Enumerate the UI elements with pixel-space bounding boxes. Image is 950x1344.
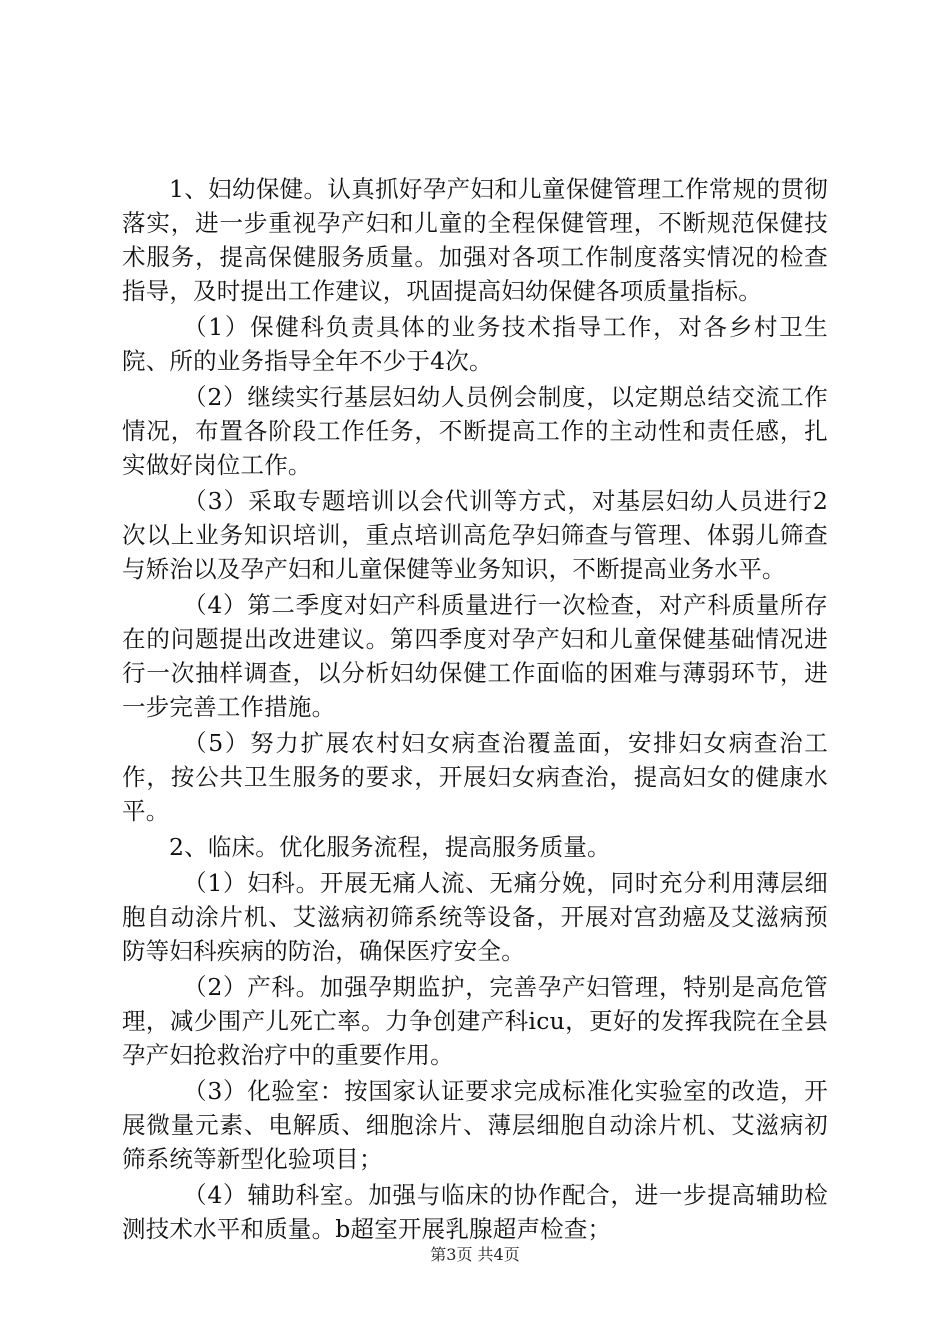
paragraph-item-2: （2）继续实行基层妇幼人员例会制度，以定期总结交流工作情况，布置各阶段工作任务，不断提高工作的主动性和责任感，扎实做好岗位工作。 (122, 383, 828, 479)
paragraph-item-5: （5）努力扩展农村妇女病查治覆盖面，安排妇女病查治工作，按公共卫生服务的要求，开展妇女病查治，提高妇女的健康水平。 (122, 729, 828, 825)
paragraph-laboratory: （3）化验室：按国家认证要求完成标准化实验室的改造，开展微量元素、电解质、细胞涂片、薄层细胞自动涂片机、艾滋病初筛系统等新型化验项目； (122, 1077, 828, 1173)
document-body (122, 172, 828, 1248)
paragraph-obstetrics: （2）产科。加强孕期监护，完善孕产妇管理，特别是高危管理，减少围产儿死亡率。力争创建产科icu，更好的发挥我院在全县孕产妇抢救治疗中的重要作用。 (122, 973, 828, 1069)
paragraph-clinical: 2、临床。优化服务流程，提高服务质量。 (169, 833, 611, 861)
paragraph-auxiliary: （4）辅助科室。加强与临床的协作配合，进一步提高辅助检测技术水平和质量。b超室开展乳腺超声检查； (122, 1181, 828, 1243)
paragraph-maternal-child-health: 1、妇幼保健。认真抓好孕产妇和儿童保健管理工作常规的贯彻落实，进一步重视孕产妇和儿童的全程保健管理，不断规范保健技术服务，提高保健服务质量。加强对各项工作制度落实情况的检查指导，及时提出工作建议，巩固提高妇幼保健各项质量指标。 (122, 175, 828, 305)
paragraph-gynecology: （1）妇科。开展无痛人流、无痛分娩，同时充分利用薄层细胞自动涂片机、艾滋病初筛系统等设备，开展对宫劲癌及艾滋病预防等妇科疾病的防治，确保医疗安全。 (122, 869, 828, 965)
paragraph-item-4: （4）第二季度对妇产科质量进行一次检查，对产科质量所存在的问题提出改进建议。第四季度对孕产妇和儿童保健基础情况进行一次抽样调查，以分析妇幼保健工作面临的困难与薄弱环节，进一步完善工作措施。 (122, 591, 828, 721)
page-number-footer: 第3页 共4页 (430, 1245, 520, 1264)
paragraph-item-1: （1）保健科负责具体的业务技术指导工作，对各乡村卫生院、所的业务指导全年不少于4次。 (122, 313, 828, 375)
paragraph-item-3: （3）采取专题培训以会代训等方式，对基层妇幼人员进行2次以上业务知识培训，重点培训高危孕妇筛查与管理、体弱儿筛查与矫治以及孕产妇和儿童保健等业务知识，不断提高业务水平。 (122, 487, 828, 583)
